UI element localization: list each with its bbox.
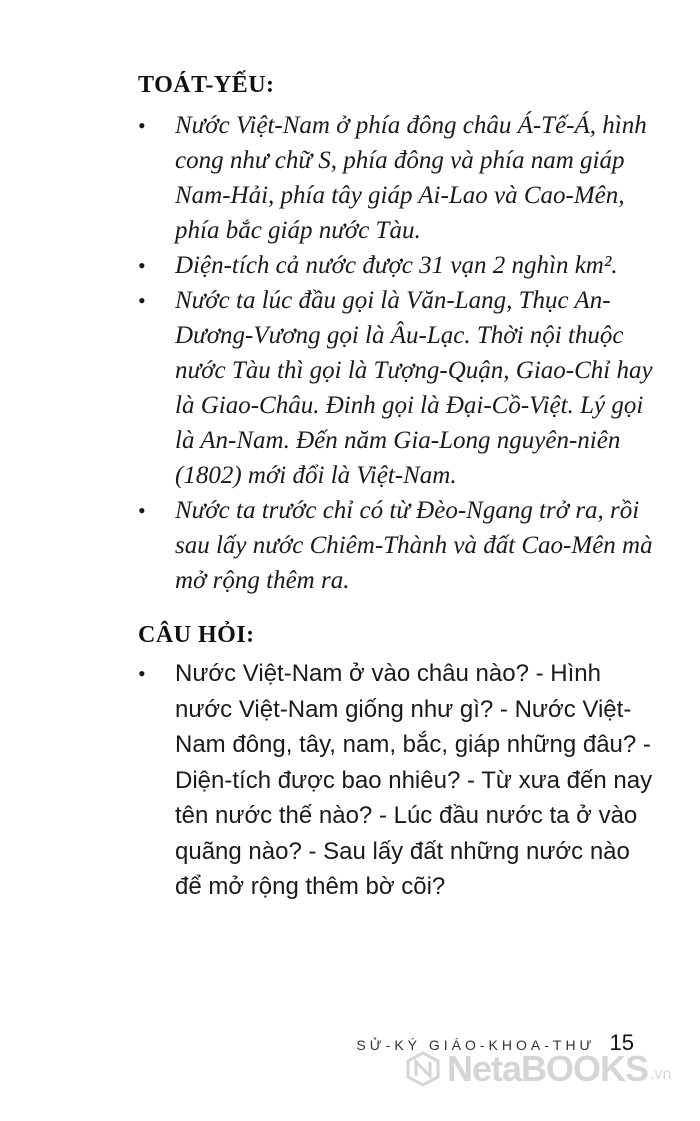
page-number: 15 [609,1030,634,1055]
summary-item: • Nước Việt-Nam ở phía đông châu Á-Tế-Á, hình cong như chữ S, phía đông và phía nam giáp Nam-Hải, phía tây giáp Ai-Lao và Cao-Mên, phía bắc giáp nước Tàu. [138,108,658,248]
summary-heading: TOÁT-YẾU: [138,72,275,98]
summary-list [138,108,658,598]
question-item: • Nước Việt-Nam ở vào châu nào? - Hình nước Việt-Nam giống như gì? - Nước Việt-Nam đông, tây, nam, bắc, giáp những đâu? - Diện-tích được bao nhiêu? - Từ xưa đến nay tên nước thế nào? - Lúc đầu nước ta ở vào quãng nào? - Sau lấy đất những nước nào để mở rộng thêm bờ cõi? [138,656,658,905]
summary-item: • Diện-tích cả nước được 31 vạn 2 nghìn km². [138,248,658,283]
watermark-brand: NetaBOOKS [447,1048,649,1089]
questions-list [138,656,658,905]
summary-item: • Nước ta trước chỉ có từ Đèo-Ngang trở ra, rồi sau lấy nước Chiêm-Thành và đất Cao-Mên mà mở rộng thêm ra. [138,493,658,598]
summary-item: • Nước ta lúc đầu gọi là Văn-Lang, Thục An-Dương-Vương gọi là Âu-Lạc. Thời nội thuộc nước Tàu thì gọi là Tượng-Quận, Giao-Chỉ hay là Giao-Châu. Đinh gọi là Đại-Cồ-Việt. Lý gọi là An-Nam. Đến năm Gia-Long nguyên-niên (1802) mới đổi là Việt-Nam. [138,283,658,493]
watermark-domain: .vn [650,1066,672,1083]
page-footer [356,1030,634,1056]
questions-heading: CÂU HỎI: [138,622,255,648]
netabooks-logo-icon [405,1051,441,1087]
running-book-title: SỬ-KÝ GIÁO-KHOA-THƯ [356,1037,596,1053]
